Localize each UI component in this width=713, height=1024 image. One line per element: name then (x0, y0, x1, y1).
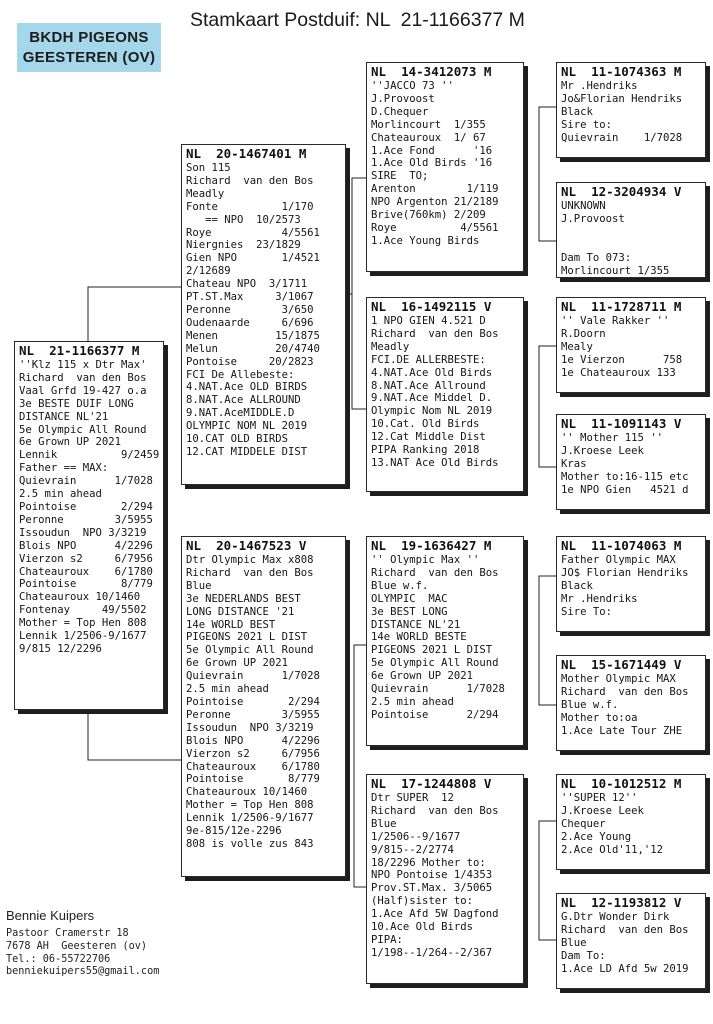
card-line: Gien NPO 1/4521 (186, 252, 320, 265)
card-line: Chequer (561, 817, 606, 830)
card-line: JO$ Florian Hendriks (561, 566, 689, 579)
card-line: '' Vale Rakker '' (561, 315, 670, 327)
card-line: 6e Grown UP 2021 (186, 657, 289, 670)
card-line: Morlincourt 1/355 (371, 118, 486, 131)
card-line: Morlincourt 1/355 (561, 264, 670, 277)
card-line: J.Provoost (561, 212, 625, 225)
card-line: LONG DISTANCE '21 (186, 605, 295, 618)
card-line: Blue w.f. (561, 698, 619, 711)
card-line: Issoudun NPO 3/3219 (186, 721, 314, 734)
card-line: Peronne 3/5955 (186, 708, 320, 721)
card-line: Chateauroux 6/1780 (19, 565, 153, 578)
pigeon-card-sdd (556, 414, 706, 510)
pigeon-card-dam-dam (366, 774, 524, 984)
card-line: Richard van den Bos (561, 923, 689, 936)
card-line: Mr .Hendriks (561, 80, 638, 92)
card-line: Mother to:16-115 etc (561, 470, 689, 483)
card-line: Vierzon s2 6/7956 (19, 552, 153, 565)
card-line: Quievrain 1/7028 (561, 131, 683, 144)
ring-number: NL 15-1671449 V (561, 657, 682, 672)
card-lines (186, 554, 341, 851)
card-line: 9.NAT.Ace Middel D. (371, 392, 493, 405)
card-line: Pointoise 2/294 (371, 708, 499, 721)
card-line: 10.Ace Old Birds (371, 921, 474, 934)
card-line: 9.NAT.AceMIDDLE.D (186, 407, 295, 420)
card-line: 8.NAT.Ace ALLROUND (186, 394, 301, 407)
card-line: 1.Ace Old Birds '16 (371, 157, 493, 170)
card-line: Meadly (186, 187, 225, 200)
card-line: Peronne 3/5955 (19, 513, 153, 526)
pigeon-card-dam-sire (366, 536, 524, 746)
card-lines (371, 80, 519, 248)
card-line: Quievrain 1/7028 (19, 475, 153, 488)
ring-number: NL 14-3412073 M (371, 64, 492, 79)
card-line: 1.Ace Young Birds (371, 234, 480, 247)
pigeon-card-ssd (556, 182, 706, 278)
card-line: Blois NPO 4/2296 (186, 734, 320, 747)
card-line: 4.NAT.Ace Old Birds (371, 366, 493, 379)
card-lines (561, 554, 701, 619)
ring-number: NL 20-1467401 M (186, 146, 307, 161)
card-line: Dam To 073: (561, 251, 632, 264)
card-line: J.Kroese Leek (561, 804, 644, 817)
owner-name: Bennie Kuipers (6, 908, 95, 923)
card-line: 1.Ace LD Afd 5w 2019 (561, 962, 689, 975)
card-line: Dtr SUPER 12 (371, 792, 454, 804)
ring-number: NL 12-1193812 V (561, 895, 682, 910)
card-line: Lennik 9/2459 (19, 449, 160, 462)
card-line: Richard van den Bos (371, 804, 499, 817)
ring-number: NL 11-1091143 V (561, 416, 682, 431)
card-lines (561, 80, 701, 145)
card-line: Fonte 1/170 (186, 200, 314, 213)
card-line: DISTANCE NL'21 (371, 618, 461, 631)
card-line: Mealy (561, 340, 593, 353)
card-line: Chateauroux 10/1460 (19, 591, 141, 604)
card-line: 2/12689 (186, 265, 231, 278)
card-lines (561, 911, 701, 976)
card-line: (Half)sister to: (371, 895, 474, 908)
card-line: Issoudun NPO 3/3219 (19, 526, 147, 539)
card-line: 5e Olympic All Round (19, 423, 147, 436)
card-line: Mother Olympic MAX (561, 673, 676, 685)
logo-line-1: BKDH PIGEONS (29, 28, 149, 46)
pigeon-card-sire (181, 144, 346, 485)
card-line: Arenton 1/119 (371, 183, 499, 196)
card-line: Chateauroux 6/1780 (186, 760, 320, 773)
card-line: PT.ST.Max 3/1067 (186, 291, 314, 304)
card-line: Prov.ST.Max. 3/5065 (371, 882, 493, 895)
card-lines (561, 200, 701, 277)
pigeon-card-dam (181, 536, 346, 877)
card-line: PIPA Ranking 2018 (371, 444, 480, 457)
card-line: Blue (186, 579, 212, 592)
card-line: 10.Cat. Old Birds (371, 418, 480, 431)
card-line: 1.Ace Late Tour ZHE (561, 724, 683, 737)
ring-number: NL 10-1012512 M (561, 776, 682, 791)
ring-number: NL 11-1728711 M (561, 299, 682, 314)
card-line: Pointoise 8/779 (186, 773, 320, 786)
card-line: 1.Ace Fond '16 (371, 144, 493, 157)
card-line: 13.NAT Ace Old Birds (371, 456, 499, 469)
ring-number: NL 11-1074363 M (561, 64, 682, 79)
card-line: Chateau NPO 3/1711 (186, 278, 308, 291)
card-line: 3e BESTE DUIF LONG (19, 397, 134, 410)
card-line: NPO Argenton 21/2189 (371, 196, 499, 209)
card-line: Richard van den Bos (561, 685, 689, 698)
card-line: Kras (561, 457, 587, 470)
card-line: J.Provoost (371, 92, 435, 105)
card-line: 9e-815/12e-2296 (186, 825, 282, 838)
card-line: Blue (371, 817, 397, 830)
ring-number: NL 12-3204934 V (561, 184, 682, 199)
card-lines (561, 673, 701, 738)
card-line: Mother = Top Hen 808 (19, 617, 147, 630)
card-line: 14e WORLD BESTE (371, 631, 467, 644)
card-line: 9/815--2/2774 (371, 843, 454, 856)
card-line: 1 NPO GIEN 4.521 D (371, 315, 486, 327)
card-line: Oudenaarde 6/696 (186, 316, 314, 329)
card-line: 1/198--1/264--2/367 (371, 946, 493, 959)
card-lines (561, 792, 701, 857)
pigeon-card-dds (556, 774, 706, 870)
pigeon-card-sds (556, 297, 706, 393)
card-line: Chateauroux 10/1460 (186, 786, 308, 799)
card-line: 3e NEDERLANDS BEST (186, 592, 301, 605)
card-line: 12.CAT MIDDELE DIST (186, 445, 308, 458)
card-line: J.Kroese Leek (561, 444, 644, 457)
card-line: 5e Olympic All Round (371, 657, 499, 670)
card-line: 8.NAT.Ace Allround (371, 379, 486, 392)
card-line: Sire to: (561, 118, 613, 131)
card-line: OLYMPIC MAC (371, 592, 448, 605)
card-line: Fontenay 49/5502 (19, 604, 147, 617)
card-lines (561, 315, 701, 380)
card-line: 808 is volle zus 843 (186, 837, 314, 850)
card-line: 18/2296 Mother to: (371, 856, 486, 869)
card-line: Father == MAX: (19, 462, 109, 475)
card-line: Black (561, 105, 593, 118)
logo-line-2: GEESTEREN (OV) (22, 48, 156, 66)
card-line: Lennik 1/2506-9/1677 (19, 630, 147, 643)
card-lines (371, 554, 519, 722)
pigeon-card-sire-dam (366, 297, 524, 492)
card-line: UNKNOWN (561, 200, 606, 212)
card-line: FCI De Allebeste: (186, 368, 295, 381)
ring-number: NL 19-1636427 M (371, 538, 492, 553)
card-line: Roye 4/5561 (371, 221, 499, 234)
card-lines (186, 162, 341, 459)
card-line: Pontoise 20/2823 (186, 355, 314, 368)
card-line: 1e Chateauroux 133 (561, 366, 676, 379)
card-line: 5e Olympic All Round (186, 644, 314, 657)
card-line: Blois NPO 4/2296 (19, 539, 153, 552)
card-line: Niergnies 23/1829 (186, 239, 301, 252)
card-line: Blue (561, 936, 587, 949)
card-line: 1e NPO Gien 4521 d (561, 483, 689, 496)
card-line: SIRE TO; (371, 170, 429, 183)
card-line: Richard van den Bos (19, 371, 147, 384)
card-line: 2.Ace Young (561, 830, 632, 843)
card-line (561, 226, 701, 239)
card-line: 10.CAT OLD BIRDS (186, 433, 289, 446)
card-line: 2.5 min ahead (186, 683, 269, 696)
card-line: ''SUPER 12'' (561, 792, 638, 804)
card-line: 2.Ace Old'11,'12 (561, 843, 664, 856)
ring-number: NL 17-1244808 V (371, 776, 492, 791)
card-lines (19, 359, 159, 656)
card-line (561, 239, 701, 252)
ring-number: NL 20-1467523 V (186, 538, 307, 553)
card-line: G.Dtr Wonder Dirk (561, 911, 670, 923)
card-line: Peronne 3/650 (186, 303, 314, 316)
card-line: 2.5 min ahead (19, 488, 102, 501)
owner-contact-block (6, 908, 159, 979)
card-line: PIPA: (371, 933, 403, 946)
ring-number: NL 16-1492115 V (371, 299, 492, 314)
card-line: R.Doorn (561, 327, 606, 340)
pigeon-card-sire-sire (366, 62, 524, 272)
card-line: Mother to:oa (561, 711, 638, 724)
ring-number: NL 11-1074063 M (561, 538, 682, 553)
card-line: Quievrain 1/7028 (371, 683, 505, 696)
card-line: PIGEONS 2021 L DIST (186, 631, 308, 644)
card-line: Pointoise 2/294 (19, 500, 153, 513)
card-line: 14e WORLD BEST (186, 618, 276, 631)
card-line: Meadly (371, 340, 410, 353)
pigeon-card-ddd (556, 893, 706, 989)
card-line: 9/815 12/2296 (19, 642, 102, 655)
card-line: Pointoise 8/779 (19, 578, 153, 591)
card-line: Pointoise 2/294 (186, 695, 320, 708)
card-line: Richard van den Bos (371, 327, 499, 340)
card-line: 4.NAT.Ace OLD BIRDS (186, 381, 308, 394)
card-line: Dam To: (561, 949, 606, 962)
card-line: Vierzon s2 6/7956 (186, 747, 320, 760)
card-line: == NPO 10/2573 (186, 213, 301, 226)
card-line: 1.Ace Afd 5W Dagfond (371, 908, 499, 921)
card-line: ''JACCO 73 '' (371, 80, 454, 92)
card-line: Son 115 (186, 162, 231, 174)
pigeon-card-main (14, 341, 164, 710)
card-line: ''Klz 115 x Dtr Max' (19, 359, 147, 371)
card-line: Quievrain 1/7028 (186, 670, 320, 683)
card-line: Menen 15/1875 (186, 329, 320, 342)
card-lines (561, 432, 701, 497)
card-line: Olympic Nom NL 2019 (371, 405, 493, 418)
card-line: 6e Grown UP 2021 (19, 436, 122, 449)
card-line: Roye 4/5561 (186, 226, 320, 239)
card-line: Richard van den Bos (186, 566, 314, 579)
pigeon-card-dsd (556, 655, 706, 751)
card-line: PIGEONS 2021 L DIST (371, 644, 493, 657)
card-line: Vaal Grfd 19-427 o.a (19, 384, 147, 397)
owner-email: benniekuipers55@gmail.com (6, 966, 160, 978)
page-title: Stamkaart Postduif: NL 21-1166377 M (190, 9, 525, 31)
card-line: Richard van den Bos (186, 174, 314, 187)
card-line: 1/2506--9/1677 (371, 830, 461, 843)
card-lines (371, 315, 519, 470)
card-line: 12.Cat Middle Dist (371, 431, 486, 444)
card-line: '' Mother 115 '' (561, 432, 664, 444)
card-line: Father Olympic MAX (561, 554, 676, 566)
card-line: 3e BEST LONG (371, 605, 448, 618)
card-line: Brive(760km) 2/209 (371, 209, 486, 222)
card-line: 2.5 min ahead (371, 695, 454, 708)
card-line: FCI.DE ALLERBESTE: (371, 353, 486, 366)
card-line: Mr .Hendriks (561, 592, 638, 605)
card-line: NPO Pontoise 1/4353 (371, 869, 493, 882)
owner-postcode-city: 7678 AH Geesteren (ov) (6, 940, 148, 952)
card-line: 6e Grown UP 2021 (371, 670, 474, 683)
card-line: '' Olympic Max '' (371, 554, 480, 566)
card-line: Black (561, 579, 593, 592)
pigeon-card-dss (556, 536, 706, 632)
ring-number: NL 21-1166377 M (19, 343, 140, 358)
owner-street: Pastoor Cramerstr 18 (6, 928, 129, 939)
card-line: Sire To: (561, 605, 613, 618)
pigeon-card-sss (556, 62, 706, 158)
card-line: OLYMPIC NOM NL 2019 (186, 420, 308, 433)
card-line: Chateauroux 1/ 67 (371, 131, 486, 144)
card-line: Jo&Florian Hendriks (561, 92, 683, 105)
card-line: Richard van den Bos (371, 566, 499, 579)
owner-phone: Tel.: 06-55722706 (6, 953, 111, 965)
card-line: Blue w.f. (371, 579, 429, 592)
card-lines (371, 792, 519, 960)
card-line: DISTANCE NL'21 (19, 410, 109, 423)
card-line: Dtr Olympic Max x808 (186, 554, 314, 566)
card-line: 1e Vierzon 758 (561, 353, 683, 366)
card-line: Melun 20/4740 (186, 342, 320, 355)
card-line: Mother = Top Hen 808 (186, 799, 314, 812)
card-line: D.Chequer (371, 105, 429, 118)
card-line: Lennik 1/2506-9/1677 (186, 812, 314, 825)
